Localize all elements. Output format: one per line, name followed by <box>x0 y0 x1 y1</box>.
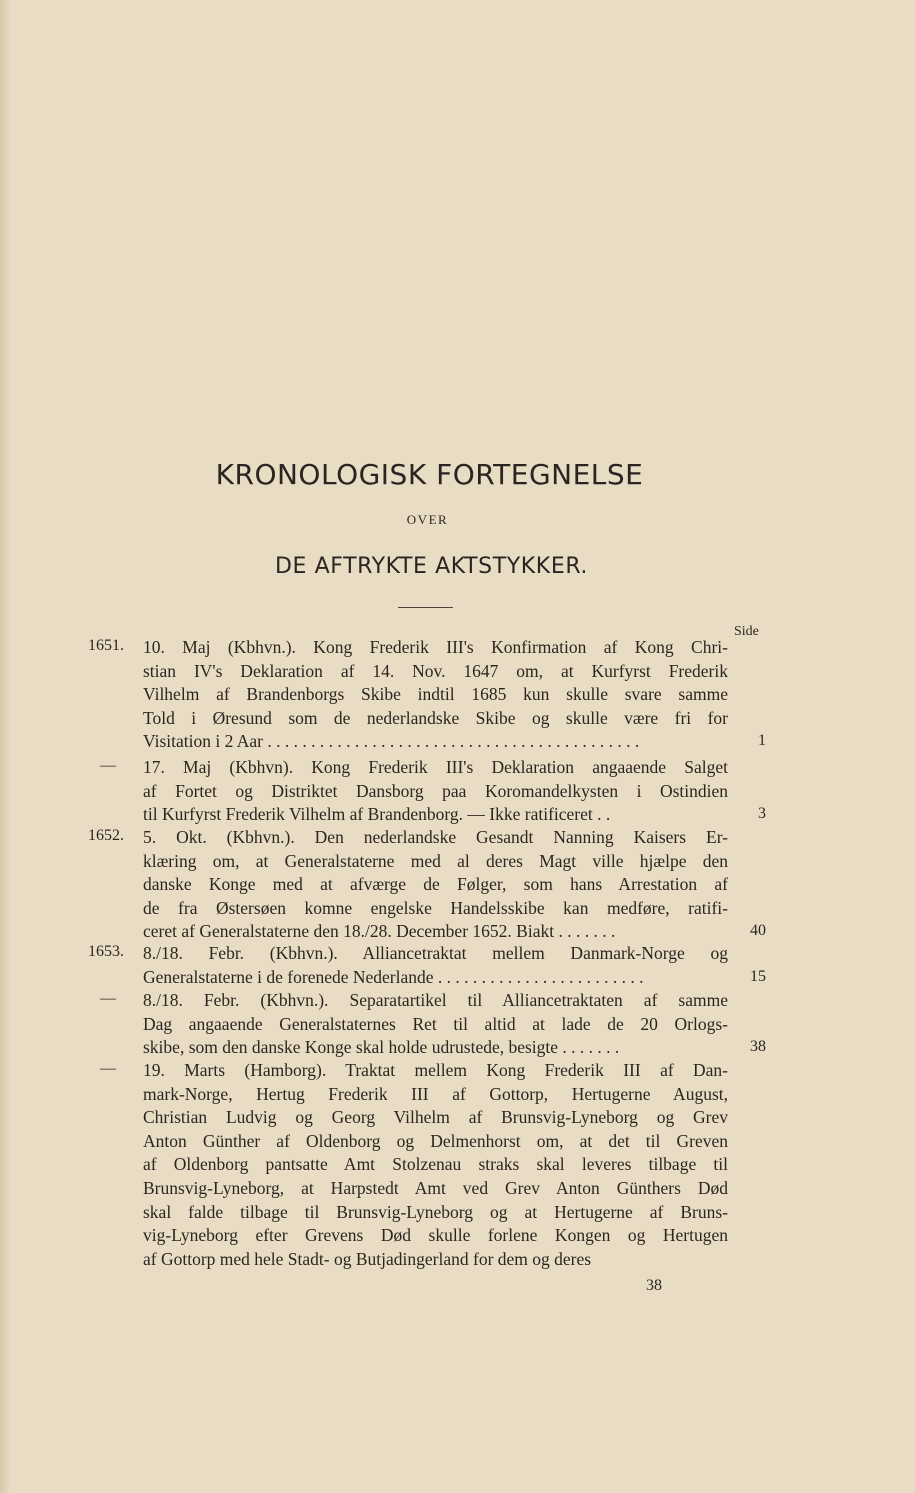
page-subtitle: DE AFTRYKTE AKTSTYKKER. <box>274 554 589 579</box>
entry-line: de fra Østersøen komne engelske Handelsskibe kan medføre, ratifi- <box>143 897 728 918</box>
page-title: KRONOLOGISK FORTEGNELSE <box>215 458 644 491</box>
page-column-header: Side <box>734 624 759 639</box>
entry-line: vig-Lyneborg efter Grevens Død skulle forlene Kongen og Hertugen <box>143 1225 728 1246</box>
entry-page-number: 3 <box>758 805 766 823</box>
entry-year: 1652. <box>88 827 124 844</box>
entry-line: Anton Günther af Oldenborg og Delmenhorst om, at det til Greven <box>143 1130 728 1151</box>
page-number: 38 <box>646 1277 662 1294</box>
entry-text <box>143 989 728 1060</box>
entry-line: Vilhelm af Brandenborgs Skibe indtil 1685 kun skulle svare samme <box>143 684 728 705</box>
entry-line: skibe, som den danske Konge skal holde udrustede, besigte . . . . . . . <box>143 1037 620 1058</box>
entry-line: af Gottorp med hele Stadt- og Butjadingerland for dem og deres <box>143 1248 592 1269</box>
entry-line: af Oldenborg pantsatte Amt Stolzenau straks skal leveres tilbage til <box>143 1154 728 1175</box>
entry-line: 8./18. Febr. (Kbhvn.). Separatartikel til Alliancetraktaten af samme <box>143 990 728 1010</box>
entry-text <box>143 826 728 944</box>
entry-line: mark-Norge, Hertug Frederik III af Gottorp, Hertugerne August, <box>143 1083 728 1104</box>
entry-line: Visitation i 2 Aar . . . . . . . . . . . . . . . . . . . . . . . . . . . . . . . . . . . . . . . . . . . <box>143 731 640 752</box>
entry-line: Christian Ludvig og Georg Vilhelm af Brunsvig-Lyneborg og Grev <box>143 1107 728 1128</box>
entry-line: 5. Okt. (Kbhvn.). Den nederlandske Gesandt Nanning Kaisers Er- <box>143 827 728 847</box>
entry-line: danske Konge med at afværge de Følger, som hans Arrestation af <box>143 874 728 895</box>
entry-year: — <box>100 990 116 1007</box>
entry-year: 1653. <box>88 943 124 960</box>
entry-text <box>143 1059 728 1271</box>
entry-line: Generalstaterne i de forenede Nederlande . . . . . . . . . . . . . . . . . . . . . . . . <box>143 966 644 987</box>
entry-text <box>143 636 728 754</box>
entry-line: 8./18. Febr. (Kbhvn.). Alliancetraktat mellem Danmark-Norge og <box>143 943 728 963</box>
entry-line: 10. Maj (Kbhvn.). Kong Frederik III's Konfirmation af Kong Chri- <box>143 637 728 657</box>
entry-line: af Fortet og Distriktet Dansborg paa Koromandelkysten i Ostindien <box>143 780 728 801</box>
entry-page-number: 38 <box>750 1038 766 1056</box>
entry-year: — <box>100 757 116 774</box>
entry-year: — <box>100 1060 116 1077</box>
entry-line: Dag angaaende Generalstaternes Ret til altid at lade de 20 Orlogs- <box>143 1013 728 1034</box>
entry-line: Told i Øresund som de nederlandske Skibe og skulle være fri for <box>143 707 728 728</box>
entry-line: 19. Marts (Hamborg). Traktat mellem Kong Frederik III af Dan- <box>143 1060 728 1080</box>
entry-line: Brunsvig-Lyneborg, at Harpstedt Amt ved Grev Anton Günthers Død <box>143 1177 728 1198</box>
entry-line: klæring om, at Generalstaterne med al deres Magt ville hjælpe den <box>143 850 728 871</box>
page-edge <box>0 0 9 1493</box>
entry-line: 17. Maj (Kbhvn). Kong Frederik III's Deklaration angaaende Salget <box>143 757 728 777</box>
entry-text <box>143 756 728 827</box>
entry-page-number: 40 <box>750 922 766 940</box>
entry-page-number: 1 <box>758 732 766 750</box>
entry-line: stian IV's Deklaration af 14. Nov. 1647 om, at Kurfyrst Frederik <box>143 660 728 681</box>
entry-page-number: 15 <box>750 967 766 985</box>
title-connector: OVER <box>406 512 449 527</box>
entry-line: skal falde tilbage til Brunsvig-Lyneborg og at Hertugerne af Bruns- <box>143 1201 728 1222</box>
title-rule <box>398 607 453 608</box>
entry-text <box>143 942 728 989</box>
entry-year: 1651. <box>88 637 124 654</box>
entry-line: til Kurfyrst Frederik Vilhelm af Brandenborg. — Ikke ratificeret . . <box>143 804 611 825</box>
entry-line: ceret af Generalstaterne den 18./28. December 1652. Biakt . . . . . . . <box>143 921 616 942</box>
